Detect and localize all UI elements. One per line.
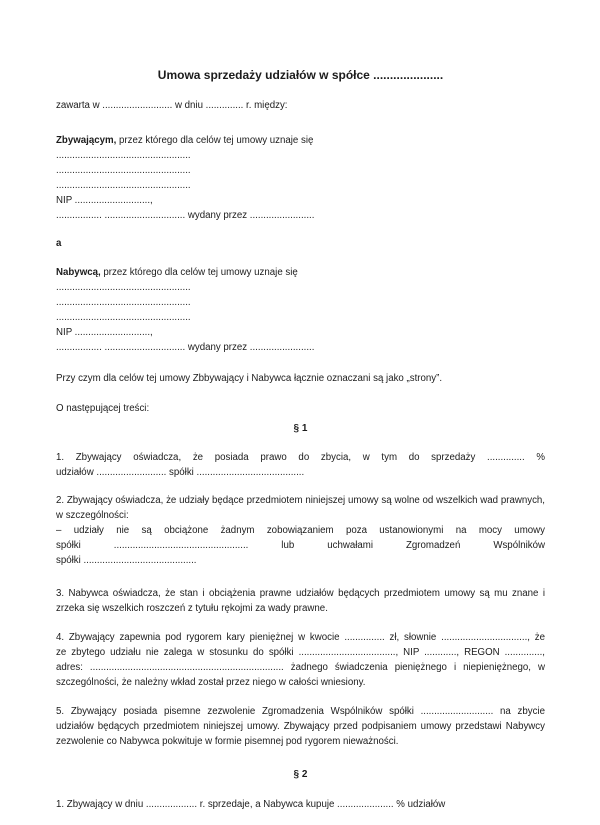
clause-4-line-2: ze zbytego udziału nie zalega w stosunku do spółki ...................................., NIP ............, REGON .............., xyxy=(56,647,545,658)
section-1-heading: § 1 xyxy=(293,423,308,434)
buyer-block xyxy=(56,265,545,355)
clause-3-line-1: 3. Nabywca oświadcza, że stan i obciążenia prawne udziałów będących przedmiotem umowy są mu znane i xyxy=(56,588,545,599)
page-content xyxy=(56,0,545,812)
buyer-fill-line-1: .................................................. xyxy=(56,282,191,293)
clause-2 xyxy=(56,493,545,568)
seller-heading xyxy=(56,133,545,148)
clause-2-line-5: spółki .......................................... xyxy=(56,555,197,566)
buyer-label: Nabywcą, xyxy=(56,267,101,278)
clause-1-line-1: 1. Zbywający oświadcza, że posiada prawo do zbycia, w tym do sprzedaży .............. % xyxy=(56,452,545,463)
content-lead: O następującej treści: xyxy=(56,403,150,414)
clause-2-line-2: w szczególności: xyxy=(56,510,129,521)
conjunction-a: a xyxy=(56,238,62,249)
clause-5 xyxy=(56,704,545,749)
clause-4-line-3: adres: ........................................................................ żadnego świadczenia pieniężnego i niepieniężnego, w xyxy=(56,662,545,673)
clause-5-line-1: 5. Zbywający posiada pisemne zezwolenie Zgromadzenia Wspólników spółki ........................... na zbycie xyxy=(56,706,545,717)
seller-fill-line-1: .................................................. xyxy=(56,150,191,161)
clause-5-line-3: zezwolenie co Nabywca pokwituje w formie pisemnej pod rygorem nieważności. xyxy=(56,736,399,747)
section-2-heading: § 2 xyxy=(293,769,308,780)
clause-4 xyxy=(56,630,545,690)
seller-fill-line-3: .................................................. xyxy=(56,180,191,191)
clause-1-line-2: udziałów .......................... spółki ........................................ xyxy=(56,467,305,478)
clause-5-line-2: udziałów będących przedmiotem niniejszej umowy. Zbywający przed podpisaniem umowy przedstawi Nabywcy xyxy=(56,721,545,732)
buyer-nip-line: NIP ............................, xyxy=(56,327,153,338)
parties-note: Przy czym dla celów tej umowy Zbbywający i Nabywca łącznie oznaczani są jako „strony”. xyxy=(56,373,443,384)
seller-id-line: ................. .............................. wydany przez ........................ xyxy=(56,210,315,221)
clause-4-line-1: 4. Zbywający zapewnia pod rygorem kary pieniężnej w kwocie ............... zł, słownie ................................, że xyxy=(56,632,545,643)
seller-heading-rest: przez którego dla celów tej umowy uznaje się xyxy=(116,135,314,146)
buyer-heading-rest: przez którego dla celów tej umowy uznaje się xyxy=(100,267,298,278)
seller-fill-line-2: .................................................. xyxy=(56,165,191,176)
intro-line: zawarta w .......................... w dniu .............. r. między: xyxy=(56,100,288,111)
section-2-clause-1 xyxy=(56,797,545,812)
seller-label: Zbywającym, xyxy=(56,135,117,146)
clause-2-line-1: 2. Zbywający oświadcza, że udziały będące przedmiotem niniejszej umowy są wolne od wszelkich wad prawnych, xyxy=(56,495,545,506)
seller-nip-line: NIP ............................, xyxy=(56,195,153,206)
clause-1 xyxy=(56,450,545,480)
buyer-fill-line-2: .................................................. xyxy=(56,297,191,308)
buyer-id-line: ................. .............................. wydany przez ........................ xyxy=(56,342,315,353)
document-title: Umowa sprzedaży udziałów w spółce ..................... xyxy=(157,68,444,82)
buyer-heading xyxy=(56,265,545,280)
clause-2-line-3: – udziały nie są obciążone żadnym zobowiązaniem poza ustanowionymi na mocy umowy xyxy=(56,525,545,536)
clause-4-line-4: szczególności, że należny wkład został przez niego w całości wniesiony. xyxy=(56,677,366,688)
clause-2-line-4: spółki .................................................. lub uchwałami Zgromadzeń Wspólników xyxy=(56,540,545,551)
clause-3-line-2: zrzeka się wszelkich roszczeń z tytułu rękojmi za wady prawne. xyxy=(56,603,328,614)
section-2-clause-1-line-1: 1. Zbywający w dniu ................... r. sprzedaje, a Nabywca kupuje ..................... % udziałów xyxy=(56,799,446,810)
buyer-fill-line-3: .................................................. xyxy=(56,312,191,323)
seller-block xyxy=(56,133,545,223)
clause-3 xyxy=(56,586,545,616)
